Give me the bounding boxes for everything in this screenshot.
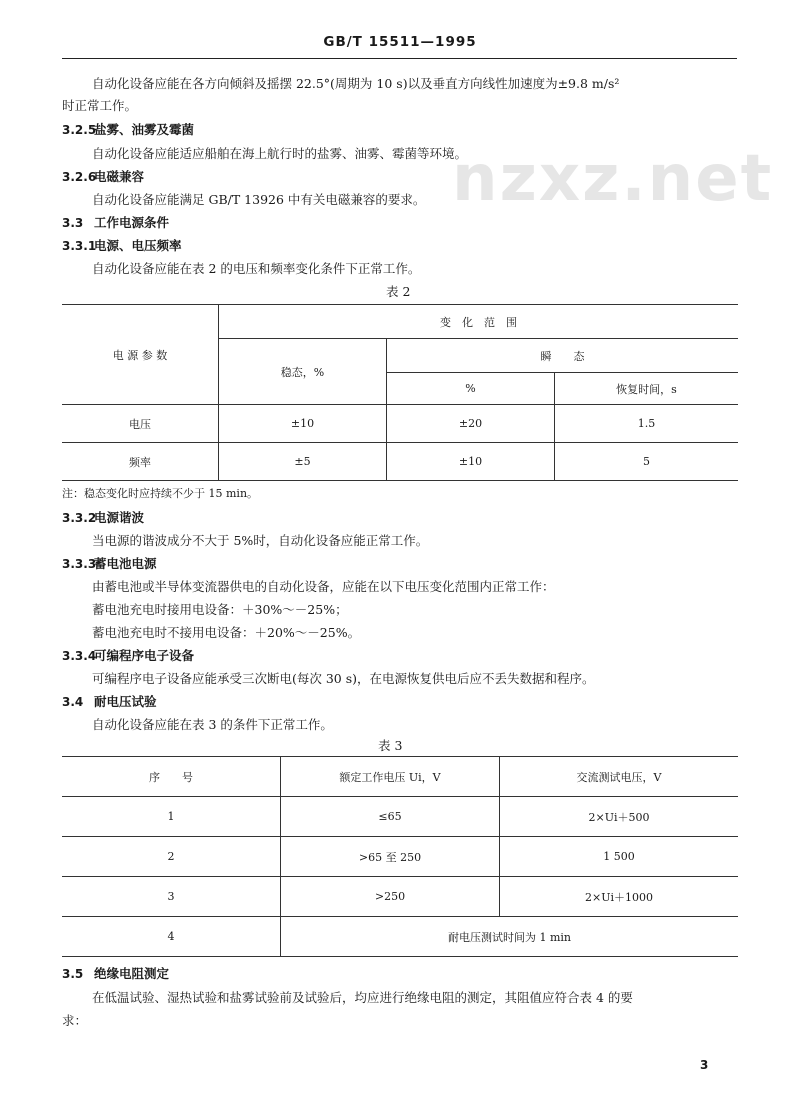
section-number: 3.3 (62, 216, 84, 230)
section-3-2-5-body: 自动化设备应能适应船舶在海上航行时的盐雾、油雾、霉菌等环境。 (92, 146, 468, 161)
header-rule (62, 58, 737, 59)
section-number: 3.3.3 (62, 557, 97, 571)
table-cell: ±10 (219, 405, 387, 443)
table-cell: 耐电压测试时间为 1 min (281, 917, 739, 957)
section-3-2-6-body: 自动化设备应能满足 GB/T 13926 中有关电磁兼容的要求。 (92, 192, 426, 207)
table-cell: 电压 (62, 405, 219, 443)
section-3-2-6-heading (62, 167, 144, 185)
table-2-header-range: 变 化 范 围 (219, 305, 739, 339)
section-3-2-5-heading (62, 120, 194, 138)
table-cell: >65 至 250 (281, 837, 500, 877)
section-number: 3.2.5 (62, 123, 97, 137)
table-cell: ±5 (219, 443, 387, 481)
section-number: 3.5 (62, 967, 84, 981)
table-2-header-steady: 稳态，% (219, 339, 387, 405)
section-3-3-4-heading (62, 646, 194, 664)
table-cell: 2 (62, 837, 281, 877)
table-row (62, 405, 738, 443)
tilt-paragraph: 自动化设备应能在各方向倾斜及摇摆 22.5°(周期为 10 s)以及垂直方向线性加速度为±9.8 m/s² (92, 76, 620, 91)
section-title: 电磁兼容 (94, 169, 145, 184)
table-3 (62, 756, 738, 957)
table-row (62, 917, 738, 957)
table-cell: 1.5 (555, 405, 739, 443)
section-title: 绝缘电阻测定 (94, 966, 170, 981)
section-title: 可编程序电子设备 (94, 648, 195, 663)
section-title: 电源、电压频率 (94, 238, 182, 253)
table-2-header-transient: 瞬 态 (387, 339, 739, 373)
tilt-paragraph-cont: 时正常工作。 (62, 98, 138, 113)
section-3-3-1-body: 自动化设备应能在表 2 的电压和频率变化条件下正常工作。 (92, 261, 421, 276)
table-cell: 2×Ui＋500 (500, 797, 739, 837)
section-number: 3.2.6 (62, 170, 97, 184)
section-number: 3.3.1 (62, 239, 97, 253)
section-title: 蓄电池电源 (94, 556, 157, 571)
table-cell: 2×Ui＋1000 (500, 877, 739, 917)
section-3-5-heading (62, 964, 169, 982)
table-row (62, 797, 738, 837)
table-cell: 1 (62, 797, 281, 837)
section-3-4-heading (62, 692, 157, 710)
table-cell: >250 (281, 877, 500, 917)
table-row (62, 877, 738, 917)
section-3-4-body: 自动化设备应能在表 3 的条件下正常工作。 (92, 717, 333, 732)
table-2-caption: 表 2 (386, 284, 411, 299)
table-2-note: 注：稳态变化时应持续不少于 15 min。 (62, 487, 259, 500)
section-number: 3.3.2 (62, 511, 97, 525)
table-cell: 1 500 (500, 837, 739, 877)
table-cell: ±20 (387, 405, 555, 443)
table-2 (62, 304, 738, 481)
table-cell: 频率 (62, 443, 219, 481)
table-cell: ≤65 (281, 797, 500, 837)
section-3-3-heading (62, 213, 169, 231)
section-number: 3.3.4 (62, 649, 97, 663)
section-number: 3.4 (62, 695, 84, 709)
table-3-caption: 表 3 (378, 738, 403, 753)
section-3-3-3-body-3: 蓄电池充电时不接用电设备：＋20%～－25%。 (92, 625, 361, 640)
table-2-header-recovery: 恢复时间，s (555, 373, 739, 405)
table-2-header-pct: % (387, 373, 555, 405)
standard-code-header: GB/T 15511—1995 (323, 34, 477, 50)
section-3-5-body-1: 在低温试验、湿热试验和盐雾试验前及试验后，均应进行绝缘电阻的测定，其阻值应符合表 4 的要 (92, 990, 633, 1005)
watermark: nzxz.net (452, 142, 774, 216)
table-3-header-test: 交流测试电压，V (500, 757, 739, 797)
table-2-header-param: 电 源 参 数 (62, 305, 219, 405)
section-title: 工作电源条件 (94, 215, 170, 230)
section-3-5-body-2: 求： (62, 1013, 88, 1028)
table-3-header-seq: 序 号 (62, 757, 281, 797)
page-number: 3 (700, 1058, 709, 1072)
table-cell: 4 (62, 917, 281, 957)
section-title: 电源谐波 (94, 510, 145, 525)
section-3-3-3-heading (62, 554, 157, 572)
section-3-3-3-body-2: 蓄电池充电时接用电设备：＋30%～－25%； (92, 602, 348, 617)
table-row (62, 443, 738, 481)
table-row (62, 837, 738, 877)
section-3-3-2-heading (62, 508, 144, 526)
section-3-3-2-body: 当电源的谐波成分不大于 5%时，自动化设备应能正常工作。 (92, 533, 429, 548)
table-cell: 3 (62, 877, 281, 917)
section-3-3-1-heading (62, 236, 182, 254)
section-3-3-4-body: 可编程序电子设备应能承受三次断电(每次 30 s)，在电源恢复供电后应不丢失数据和程序。 (92, 671, 595, 686)
table-cell: ±10 (387, 443, 555, 481)
table-cell: 5 (555, 443, 739, 481)
section-3-3-3-body-1: 由蓄电池或半导体变流器供电的自动化设备，应能在以下电压变化范围内正常工作： (92, 579, 555, 594)
table-3-header-rated: 额定工作电压 Ui，V (281, 757, 500, 797)
section-title: 耐电压试验 (94, 694, 157, 709)
section-title: 盐雾、油雾及霉菌 (94, 122, 195, 137)
